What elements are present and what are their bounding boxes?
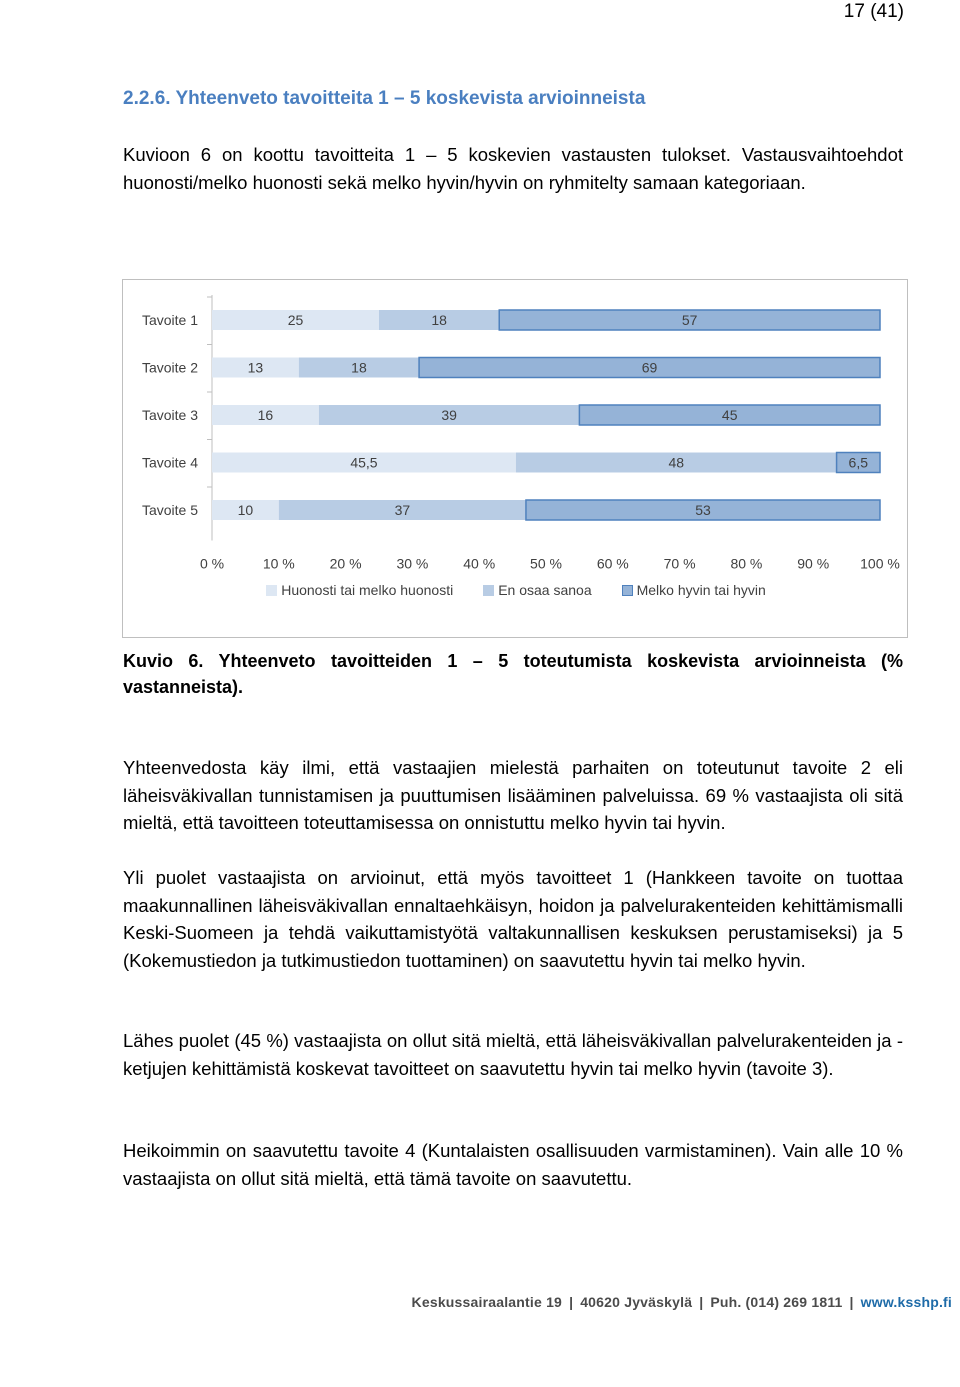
- legend-swatch: [483, 585, 494, 596]
- page-number: 17 (41): [843, 1, 904, 22]
- paragraph-4: Heikoimmin on saavutettu tavoite 4 (Kuntalaisten osallisuuden varmistaminen). Vain alle 10 % vastaajista on ollut sitä mieltä, että tämä tavoite on saavutettu.: [123, 1140, 903, 1189]
- x-tick-label: 100 %: [860, 555, 900, 572]
- x-tick-label: 80 %: [730, 555, 763, 572]
- paragraph-1: Yhteenvedosta käy ilmi, että vastaajien mielestä parhaiten on toteutunut tavoite 2 eli läheisväkivallan tunnistamisen ja puuttumisen lisääminen palveluissa. 69 % vastaajista oli sitä mieltä, että tavoitteen toteuttamisessa on onnistuttu melko hyvin tai hyvin.: [123, 757, 903, 833]
- x-tick-label: 40 %: [463, 555, 496, 572]
- legend-item-melko-hyvin: [622, 582, 766, 598]
- footer-separator: |: [569, 1294, 574, 1310]
- category-label: Tavoite 4: [141, 454, 198, 471]
- data-label: 6,5: [848, 454, 869, 471]
- data-label: 37: [394, 502, 411, 518]
- section-heading: 2.2.6. Yhteenveto tavoitteita 1 – 5 koskevista arvioinneista: [123, 88, 646, 109]
- footer-separator: |: [849, 1294, 854, 1310]
- x-tick-label: 60 %: [596, 555, 629, 572]
- data-label: 18: [431, 312, 447, 328]
- footer: [412, 1294, 952, 1310]
- legend-label: Melko hyvin tai hyvin: [636, 582, 766, 598]
- figure-caption: Kuvio 6. Yhteenveto tavoitteiden 1 – 5 toteutumista koskevista arvioinneista (% vastanneista).: [123, 651, 903, 697]
- category-label: Tavoite 1: [141, 312, 198, 328]
- footer-separator: |: [699, 1294, 704, 1310]
- x-tick-label: 10 %: [262, 555, 295, 572]
- data-label: 16: [257, 407, 274, 423]
- data-label: 45: [721, 407, 738, 423]
- category-label: Tavoite 5: [141, 502, 198, 518]
- data-label: 39: [441, 407, 457, 423]
- footer-address: Keskussairaalantie 19: [411, 1294, 563, 1310]
- data-label: 69: [641, 359, 658, 376]
- data-label: 45,5: [350, 454, 378, 471]
- legend-item-huonosti: [266, 582, 453, 598]
- chart-legend: [123, 582, 908, 598]
- data-label: 53: [695, 502, 711, 518]
- footer-url[interactable]: www.ksshp.fi: [860, 1294, 952, 1310]
- x-tick-label: 0 %: [199, 555, 225, 572]
- legend-label: En osaa sanoa: [498, 582, 592, 598]
- x-tick-label: 50 %: [530, 555, 562, 572]
- data-label: 10: [237, 502, 254, 518]
- legend-swatch: [622, 585, 633, 596]
- x-tick-label: 30 %: [396, 555, 429, 572]
- paragraph-2: Yli puolet vastaajista on arvioinut, että myös tavoitteet 1 (Hankkeen tavoite on tuottaa maakunnallinen läheisväkivallan ennaltaehkäisyn, hoidon ja palvelurakenteiden kehittämismalli Keski-Suomeen ja tehdä vaikuttamistyötä valtakunnallisen keskuksen perustamiseksi) ja 5 (Kokemustiedon ja tutkimustiedon tuottaminen) on saavutettu hyvin tai melko hyvin.: [123, 867, 903, 971]
- category-label: Tavoite 3: [141, 407, 198, 423]
- data-label: 57: [681, 312, 698, 328]
- chart: [122, 279, 908, 638]
- x-tick-label: 90 %: [797, 555, 830, 572]
- data-label: 18: [351, 359, 367, 376]
- paragraph-3: Lähes puolet (45 %) vastaajista on ollut sitä mieltä, että läheisväkivallan palvelurakenteiden ja -ketjujen kehittämistä koskevat tavoitteet on saavutettu hyvin tai melko hyvin (tavoite 3).: [123, 1030, 903, 1079]
- x-tick-label: 70 %: [663, 555, 696, 572]
- intro-paragraph: Kuvioon 6 on koottu tavoitteita 1 – 5 koskevien vastausten tulokset. Vastausvaihtoehdot huonosti/melko huonosti sekä melko hyvin/hyvin on ryhmitelty samaan kategoriaan.: [123, 144, 903, 193]
- footer-phone: Puh. (014) 269 1811: [710, 1294, 843, 1310]
- data-label: 25: [287, 312, 304, 328]
- legend-label: Huonosti tai melko huonosti: [281, 582, 454, 598]
- x-tick-label: 20 %: [329, 555, 362, 572]
- data-label: 48: [668, 454, 685, 471]
- footer-city: 40620 Jyväskylä: [580, 1294, 693, 1310]
- data-label: 13: [247, 359, 264, 376]
- category-label: Tavoite 2: [141, 359, 198, 376]
- legend-item-en-osaa-sanoa: [483, 582, 591, 598]
- chart-plot-area: [123, 280, 908, 580]
- legend-swatch: [266, 585, 277, 596]
